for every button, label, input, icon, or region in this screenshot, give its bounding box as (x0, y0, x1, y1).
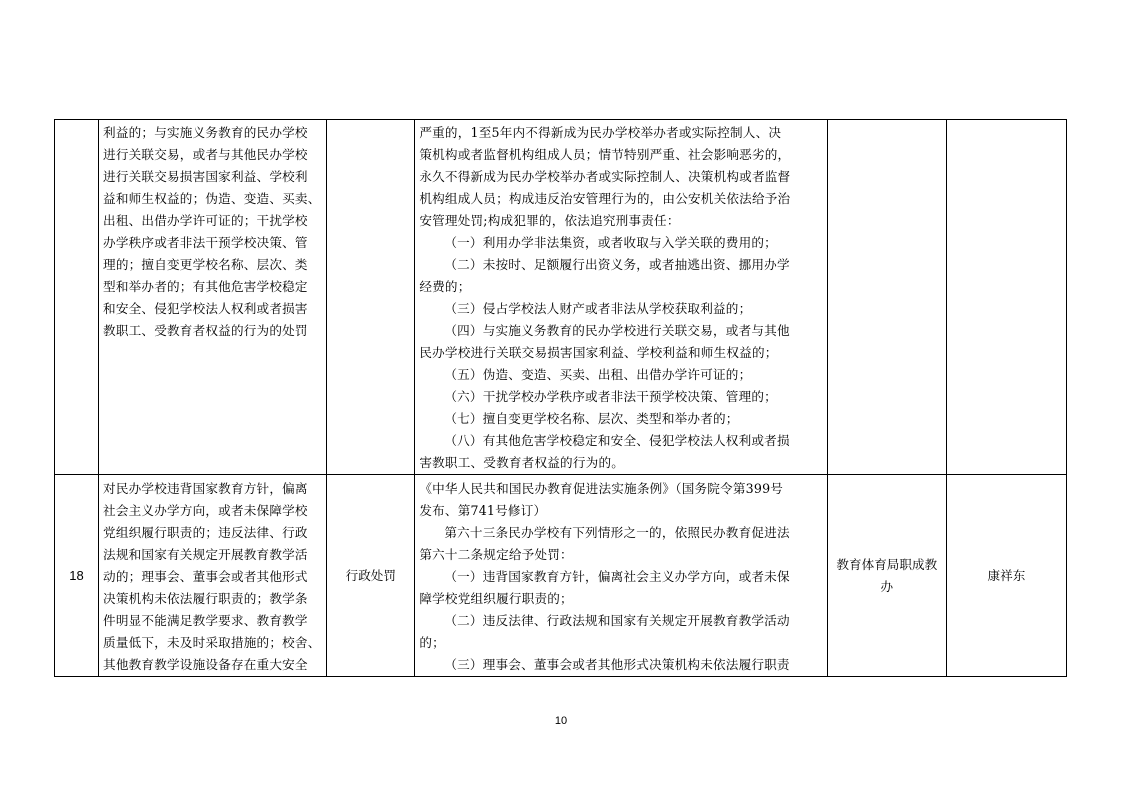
legal-basis-line: （一）利用办学非法集资，或者收取与入学关联的费用的； (444, 235, 777, 250)
matter-line: 质量低下，未及时采取措施的；校舍、 (103, 635, 321, 650)
legal-basis-line: （五）伪造、变造、买卖、出租、出借办学许可证的； (444, 367, 752, 382)
legal-basis-line: （一）违背国家教育方针，偏离社会主义办学方向，或者未保 (444, 569, 790, 584)
page-number: 10 (554, 715, 568, 727)
matter-line: 理的；擅自变更学校名称、层次、类 (103, 257, 308, 272)
matter-line: 益和师生权益的；伪造、变造、买卖、 (103, 191, 321, 206)
matter-line: 党组织履行职责的；违反法律、行政 (103, 525, 308, 540)
matter-line: 件明显不能满足教学要求、教育教学 (103, 613, 308, 628)
category-cell (327, 475, 415, 677)
matter-line: 出租、出借办学许可证的；干扰学校 (103, 213, 308, 228)
matter-line: 办学秩序或者非法干预学校决策、管 (103, 235, 308, 250)
matter-line: 决策机构未依法履行职责的；教学条 (103, 591, 308, 606)
department-line: 教育体育局职成教 (836, 556, 938, 572)
legal-basis-line: 第六十二条规定给予处罚： (419, 547, 573, 562)
person-cell (946, 475, 1066, 677)
row-number-cell (55, 475, 99, 677)
legal-basis-cell (415, 120, 827, 475)
matter-line: 教职工、受教育者权益的行为的处罚 (103, 323, 308, 338)
matter-line: 利益的；与实施义务教育的民办学校 (103, 125, 308, 140)
legal-basis-line: （八）有其他危害学校稳定和安全、侵犯学校法人权利或者损 (444, 433, 790, 448)
legal-basis-line: 策机构或者监督机构组成人员；情节特别严重、社会影响恶劣的， (419, 147, 791, 162)
matter-cell (99, 475, 327, 677)
department-cell (827, 475, 946, 677)
legal-basis-line: （四）与实施义务教育的民办学校进行关联交易，或者与其他 (444, 323, 790, 338)
legal-basis-line: 严重的，1至5年内不得新成为民办学校举办者或实际控制人、决 (419, 125, 782, 140)
table-row (55, 475, 1067, 677)
person-text: 康祥东 (987, 567, 1026, 583)
legal-basis-text (415, 120, 826, 474)
legal-basis-line: 《中华人民共和国民办教育促进法实施条例》（国务院令第399号 (419, 481, 784, 496)
matter-line: 和安全、侵犯学校法人权利或者损害 (103, 301, 308, 316)
legal-basis-line: 机构组成人员；构成违反治安管理行为的，由公安机关依法给予治 (419, 191, 791, 206)
legal-basis-line: （二）违反法律、行政法规和国家有关规定开展教育教学活动 (444, 613, 790, 628)
matter-line: 型和举办者的；有其他危害学校稳定 (103, 279, 308, 294)
legal-basis-cell (415, 475, 827, 677)
category-text: 行政处罚 (345, 567, 396, 583)
legal-basis-line: （二）未按时、足额履行出资义务，或者抽逃出资、挪用办学 (444, 257, 790, 272)
legal-basis-line: 发布、第741号修订） (419, 503, 547, 518)
matter-line: 其他教育教学设施设备存在重大安全 (103, 657, 308, 672)
category-cell (327, 120, 415, 475)
legal-basis-line: （六）干扰学校办学秩序或者非法干预学校决策、管理的； (444, 389, 777, 404)
matter-line: 动的；理事会、董事会或者其他形式 (103, 569, 308, 584)
legal-basis-line: （三）理事会、董事会或者其他形式决策机构未依法履行职责 (444, 657, 790, 672)
matter-line: 社会主义办学方向，或者未保障学校 (103, 503, 308, 518)
legal-basis-line: 第六十三条民办学校有下列情形之一的，依照民办教育促进法 (444, 525, 790, 540)
matter-text (99, 475, 326, 676)
matter-cell (99, 120, 327, 475)
person-cell (946, 120, 1066, 475)
matter-line: 进行关联交易，或者与其他民办学校 (103, 147, 308, 162)
legal-basis-line: （三）侵占学校法人财产或者非法从学校获取利益的； (444, 301, 752, 316)
department-line: 办 (880, 578, 894, 594)
legal-basis-line: 害教职工、受教育者权益的行为的。 (419, 455, 625, 470)
legal-basis-line: 的； (419, 635, 445, 650)
legal-basis-line: 经费的； (419, 279, 471, 294)
matter-text (99, 120, 326, 342)
row-number: 18 (69, 567, 84, 583)
legal-basis-line: 安管理处罚;构成犯罪的，依法追究刑事责任： (419, 213, 680, 228)
matter-line: 法规和国家有关规定开展教育教学活 (103, 547, 308, 562)
legal-basis-line: 永久不得新成为民办学校举办者或实际控制人、决策机构或者监督 (419, 169, 791, 184)
legal-basis-line: 障学校党组织履行职责的； (419, 591, 573, 606)
department-text (828, 554, 946, 598)
department-cell (827, 120, 946, 475)
legal-basis-text (415, 475, 826, 676)
legal-basis-line: （七）擅自变更学校名称、层次、类型和举办者的； (444, 411, 739, 426)
table-row (55, 120, 1067, 475)
matter-line: 进行关联交易损害国家利益、学校利 (103, 169, 308, 184)
matter-line: 对民办学校违背国家教育方针，偏离 (103, 481, 308, 496)
document-table (54, 119, 1067, 677)
row-number-cell (55, 120, 99, 475)
legal-basis-line: 民办学校进行关联交易损害国家利益、学校利益和师生权益的； (419, 345, 778, 360)
